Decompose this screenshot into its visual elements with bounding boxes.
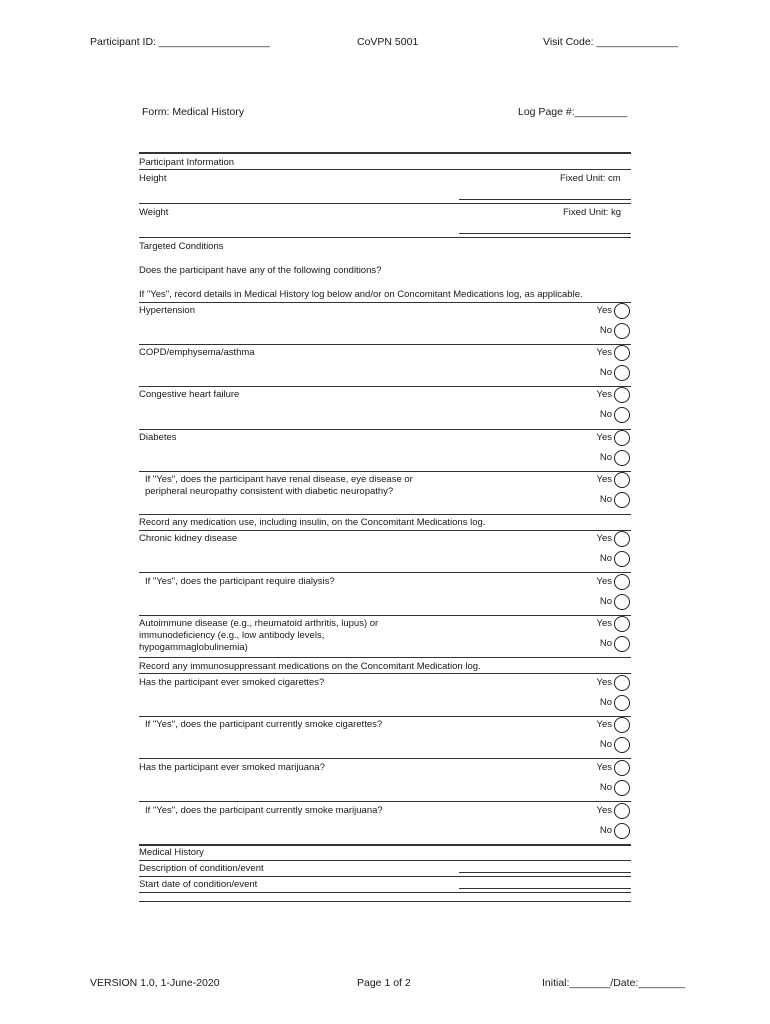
question-current-marijuana: If "Yes", does the participant currently smoke marijuana? (145, 805, 383, 816)
section-participant-information: Participant Information (139, 157, 235, 168)
divider (139, 901, 631, 902)
no-label: No (599, 325, 612, 336)
question-dialysis: If "Yes", does the participant require dialysis? (145, 576, 335, 587)
divider (139, 152, 631, 154)
yes-label: Yes (596, 432, 612, 443)
divider (139, 801, 631, 802)
divider (139, 203, 631, 204)
yes-label: Yes (596, 576, 612, 587)
question-ever-smoked-marijuana: Has the participant ever smoked marijuana? (139, 762, 325, 773)
no-radio[interactable] (614, 492, 630, 508)
form-title: Form: Medical History (142, 106, 245, 118)
yes-radio[interactable] (614, 531, 630, 547)
no-radio[interactable] (614, 594, 630, 610)
weight-label: Weight (139, 207, 169, 218)
no-radio[interactable] (614, 365, 630, 381)
divider (139, 386, 631, 387)
divider (139, 758, 631, 759)
divider (139, 892, 631, 893)
log-page-field: Log Page #:_________ (518, 106, 628, 118)
no-radio[interactable] (614, 737, 630, 753)
no-radio[interactable] (614, 823, 630, 839)
question-diabetic-complications: If "Yes", does the participant have renal disease, eye disease or peripheral neuropathy consistent with diabetic neuropathy? (145, 474, 413, 497)
yes-label: Yes (596, 677, 612, 688)
divider (139, 514, 631, 515)
weight-unit: Fixed Unit: kg (563, 207, 622, 218)
divider (139, 169, 631, 170)
question-copd: COPD/emphysema/asthma (139, 347, 255, 358)
yes-radio[interactable] (614, 616, 630, 632)
study-name: CoVPN 5001 (357, 36, 419, 48)
divider (139, 237, 631, 238)
footer-initial-date: Initial:_______/Date:________ (542, 977, 686, 989)
yes-label: Yes (596, 618, 612, 629)
yes-radio[interactable] (614, 760, 630, 776)
yes-label: Yes (596, 305, 612, 316)
question-chronic-kidney-disease: Chronic kidney disease (139, 533, 238, 544)
no-radio[interactable] (614, 551, 630, 567)
section-targeted-conditions: Targeted Conditions (139, 241, 224, 252)
conditions-prompt: Does the participant have any of the following conditions? (139, 265, 382, 276)
yes-radio[interactable] (614, 675, 630, 691)
diabetes-medication-note: Record any medication use, including insulin, on the Concomitant Medications log. (139, 517, 486, 528)
no-label: No (599, 739, 612, 750)
divider (139, 860, 631, 861)
height-unit: Fixed Unit: cm (560, 173, 621, 184)
divider (139, 572, 631, 573)
no-label: No (599, 782, 612, 793)
question-diabetes: Diabetes (139, 432, 177, 443)
no-radio[interactable] (614, 323, 630, 339)
yes-radio[interactable] (614, 574, 630, 590)
no-radio[interactable] (614, 636, 630, 652)
weight-input-line[interactable] (459, 233, 631, 234)
divider (139, 302, 631, 303)
start-date-label: Start date of condition/event (139, 879, 258, 890)
yes-label: Yes (596, 389, 612, 400)
no-label: No (599, 638, 612, 649)
yes-radio[interactable] (614, 303, 630, 319)
yes-radio[interactable] (614, 430, 630, 446)
question-congestive-heart-failure: Congestive heart failure (139, 389, 240, 400)
no-radio[interactable] (614, 450, 630, 466)
question-hypertension: Hypertension (139, 305, 195, 316)
yes-radio[interactable] (614, 387, 630, 403)
no-label: No (599, 367, 612, 378)
yes-label: Yes (596, 762, 612, 773)
divider (139, 844, 631, 846)
height-label: Height (139, 173, 167, 184)
divider (139, 615, 631, 616)
no-label: No (599, 697, 612, 708)
visit-code-field: Visit Code: ______________ (543, 36, 679, 48)
no-label: No (599, 409, 612, 420)
no-label: No (599, 494, 612, 505)
yes-label: Yes (596, 533, 612, 544)
yes-radio[interactable] (614, 803, 630, 819)
yes-radio[interactable] (614, 472, 630, 488)
description-input-line[interactable] (459, 872, 631, 873)
divider (139, 530, 631, 531)
yes-radio[interactable] (614, 345, 630, 361)
divider (139, 471, 631, 472)
no-label: No (599, 596, 612, 607)
divider (139, 429, 631, 430)
description-label: Description of condition/event (139, 863, 264, 874)
divider (139, 673, 631, 674)
conditions-instruction: If "Yes", record details in Medical History log below and/or on Concomitant Medications log, as applicable. (139, 289, 583, 300)
yes-radio[interactable] (614, 717, 630, 733)
yes-label: Yes (596, 347, 612, 358)
question-autoimmune: Autoimmune disease (e.g., rheumatoid arthritis, lupus) or immunodeficiency (e.g., low antibody levels, hypogammaglobulinemia) (139, 618, 379, 653)
no-radio[interactable] (614, 695, 630, 711)
no-radio[interactable] (614, 780, 630, 796)
section-medical-history: Medical History (139, 847, 204, 858)
divider (139, 716, 631, 717)
divider (139, 876, 631, 877)
divider (139, 657, 631, 658)
footer-version: VERSION 1.0, 1-June-2020 (90, 977, 220, 989)
no-label: No (599, 553, 612, 564)
no-label: No (599, 452, 612, 463)
no-radio[interactable] (614, 407, 630, 423)
no-label: No (599, 825, 612, 836)
immunosuppressant-note: Record any immunosuppressant medications on the Concomitant Medication log. (139, 661, 481, 672)
start-date-input-line[interactable] (459, 888, 631, 889)
yes-label: Yes (596, 805, 612, 816)
question-ever-smoked-cigarettes: Has the participant ever smoked cigarettes? (139, 677, 325, 688)
height-input-line[interactable] (459, 199, 631, 200)
yes-label: Yes (596, 719, 612, 730)
participant-id-field: Participant ID: ___________________ (90, 36, 270, 48)
question-current-cigarettes: If "Yes", does the participant currently smoke cigarettes? (145, 719, 383, 730)
yes-label: Yes (596, 474, 612, 485)
footer-page-number: Page 1 of 2 (357, 977, 411, 989)
divider (139, 344, 631, 345)
